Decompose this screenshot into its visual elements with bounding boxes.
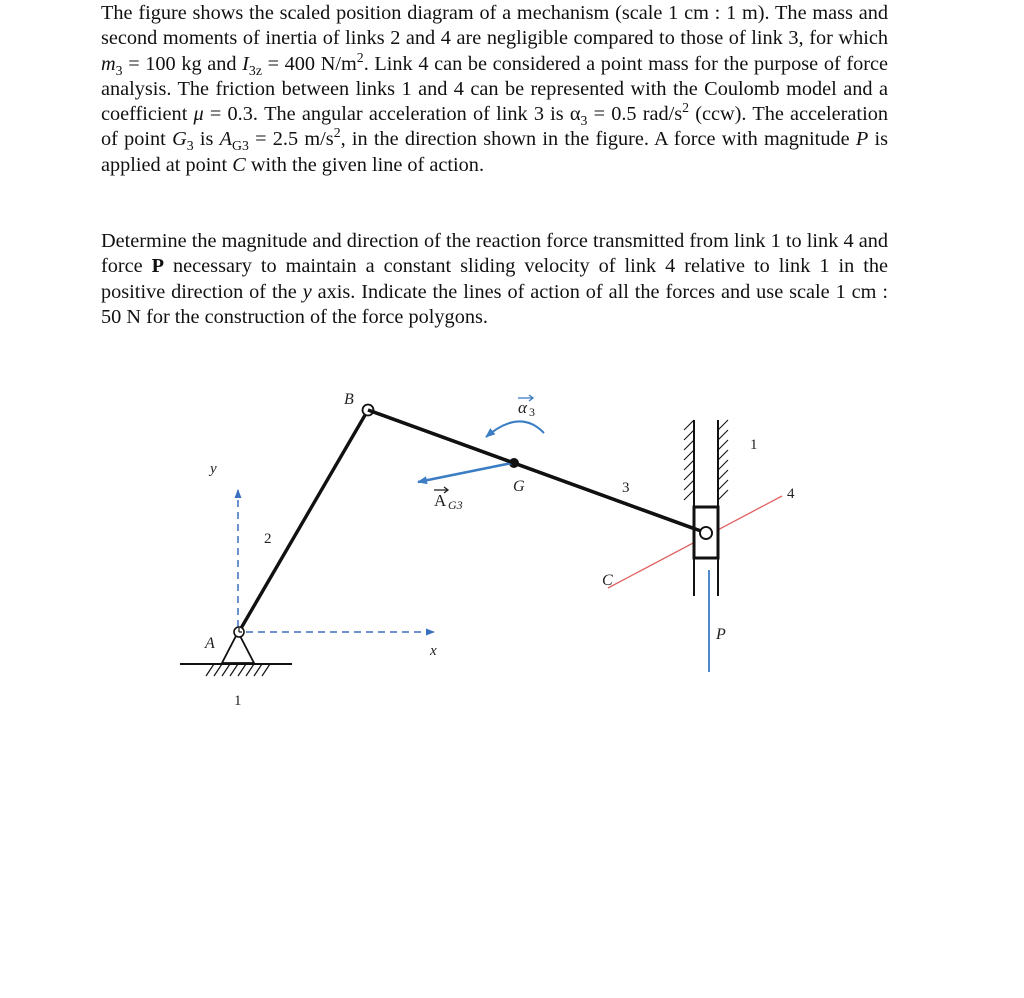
text-run: , in the direction shown in the figure. A force with magnitude [340, 128, 856, 151]
label-link-3: 3 [622, 480, 630, 496]
text-run: = 2.5 m/s [248, 128, 334, 151]
label-B: B [344, 391, 354, 408]
text-run: with the given line of action. [245, 153, 485, 176]
text-run: = 100 kg and [122, 52, 243, 75]
label-G: G [513, 478, 525, 495]
label-link-4: 4 [787, 486, 795, 502]
svg-text:α: α [518, 398, 527, 417]
text-run: = 0.3. The angular acceleration of link 3 is α [203, 103, 581, 126]
symbol-m: m [101, 52, 116, 75]
symbol-y: y [302, 280, 312, 303]
symbol-I: I [242, 52, 249, 75]
angular-acceleration-arc [486, 421, 544, 437]
symbol-G: G [172, 128, 187, 151]
problem-statement-paragraph-1 [101, 1, 888, 178]
symbol-A: A [219, 128, 233, 151]
symbol-mu: μ [193, 103, 204, 126]
text-run: is [193, 128, 220, 151]
ground-hatch [206, 664, 270, 676]
text-run: = 400 N/m [261, 52, 357, 75]
text-run: . Link 4 can be considered a point mass for the purpose of force analysis. The friction between links 1 and 4 can be represented with the Coulomb model and a coefficient [101, 52, 888, 126]
label-C: C [602, 572, 613, 589]
guide-hatch-left [684, 420, 694, 500]
subscript: G3 [232, 138, 249, 154]
label-slider-link-1: 1 [750, 437, 758, 453]
subscript: 3 [580, 113, 588, 129]
y-axis-label: y [210, 461, 217, 477]
label-A: A [205, 635, 215, 652]
superscript: 2 [682, 100, 690, 116]
label-alpha3 [518, 395, 535, 419]
link-2 [240, 410, 368, 630]
text-run: necessary to maintain a constant sliding velocity of link 4 relative to link 1 in the positive direction of the [101, 255, 888, 303]
symbol-P-bold: P [151, 255, 165, 278]
text-run: = 0.5 rad/s [587, 103, 683, 126]
subscript: 3 [186, 138, 194, 154]
x-axis-label: x [430, 643, 437, 659]
label-link-2: 2 [264, 531, 272, 547]
problem-statement-paragraph-2 [101, 229, 888, 330]
svg-text:G3: G3 [448, 498, 463, 512]
superscript: 2 [356, 49, 364, 65]
subscript: 3z [248, 62, 262, 78]
label-AG3 [434, 487, 463, 512]
ground-pivot-A [180, 632, 292, 676]
text-run: (ccw). The acceleration of point [101, 103, 888, 151]
svg-text:3: 3 [529, 405, 535, 419]
text-run: The figure shows the scaled position diagram of a mechanism (scale 1 cm : 1 m). The mass and second moments of inertia of links 2 and 4 are negligible compared to those of link 3, for which [101, 2, 888, 50]
text-run: is applied at point [101, 128, 888, 176]
subscript: 3 [115, 62, 123, 78]
acceleration-vector-AG3 [418, 463, 512, 482]
text-run: Determine the magnitude and direction of the reaction force transmitted from link 1 to link 4 and force [101, 230, 888, 278]
guide-hatch-right [718, 420, 728, 500]
label-ground-link-1: 1 [234, 693, 242, 709]
symbol-P: P [855, 128, 869, 151]
text-run: axis. Indicate the lines of action of all the forces and use scale 1 cm : 50 N for the construction of the force polygons. [101, 280, 888, 328]
mechanism-diagram [0, 370, 1024, 710]
symbol-C: C [232, 153, 246, 176]
svg-text:A: A [434, 491, 447, 510]
superscript: 2 [333, 125, 341, 141]
label-P: P [716, 626, 726, 643]
